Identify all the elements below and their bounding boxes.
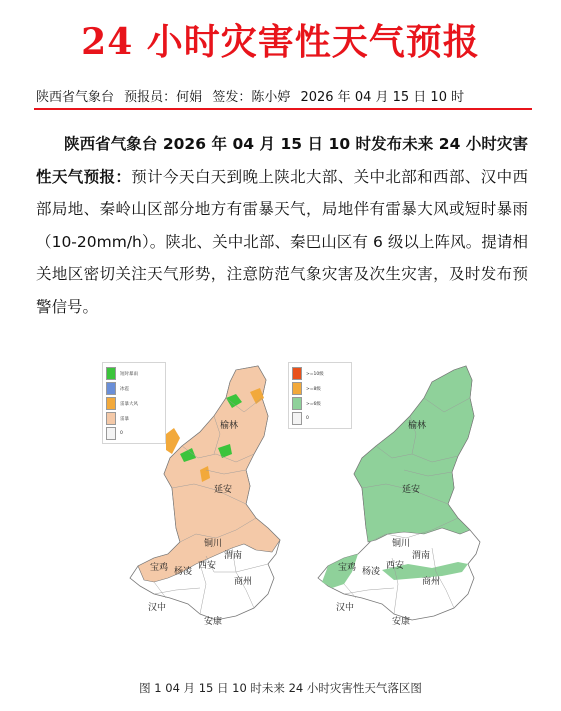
city-yangling: 杨凌 [174,567,193,577]
legend-swatch [292,382,302,395]
figure-caption: 图 1 04 月 15 日 10 时未来 24 小时灾害性天气落区图 [139,681,422,695]
legend-label: 0 [306,416,309,421]
city-tongchuan: 铜川 [392,539,411,549]
forecast-body: 预计今天白天到晚上陕北大部、关中北部和西部、汉中西部局地、秦岭山区部分地方有雷暴天气，局地伴有雷暴大风或短时暴雨（10-20mm/h）。陕北、关中北部、秦巴山区有 6 级以上阵风。提请相关地区密切关注天气形势，注意防范气象灾害及次生灾害，及时发布预警信号。 [36,167,528,316]
header-divider [34,108,532,110]
legend-label: >=8级 [306,386,321,392]
legend-label: 冰雹 [120,386,129,392]
issuer-name: 签发：陈小婷 [212,90,291,105]
legend-swatch [106,427,116,440]
agency-name: 陕西省气象台 [36,90,115,105]
city-yulin: 榆林 [220,421,239,431]
gust-map [282,358,500,628]
legend-item [106,366,162,381]
forecaster-name: 预报员：何娟 [124,90,203,105]
legend-swatch [292,367,302,380]
legend-label: 雷暴大风 [120,401,138,407]
document-title: 24 小时灾害性天气预报 [81,21,480,63]
thunderstorm-legend [102,362,166,444]
city-weinan: 渭南 [412,551,431,561]
legend-item [292,396,348,411]
city-yanan: 延安 [214,485,233,495]
legend-label: >=6级 [306,401,321,407]
legend-label: 0 [120,431,123,436]
city-yangling: 杨凌 [362,567,381,577]
legend-swatch [106,367,116,380]
legend-item [106,381,162,396]
city-tongchuan: 铜川 [204,539,223,549]
city-baoji: 宝鸡 [150,563,169,573]
city-shangzhou: 商州 [422,577,441,587]
city-xian: 西安 [386,561,405,571]
city-yulin: 榆林 [408,421,427,431]
legend-item [292,381,348,396]
issue-info [36,86,526,105]
legend-label: >=10级 [306,371,324,377]
legend-label: 雷暴 [120,416,129,422]
city-shangzhou: 商州 [234,577,253,587]
city-ankang: 安康 [392,617,411,627]
city-hanzhong: 汉中 [336,603,355,613]
legend-item [106,396,162,411]
legend-swatch [106,397,116,410]
legend-item [292,411,348,426]
gust-legend [288,362,352,429]
city-xian: 西安 [198,561,217,571]
forecast-lead: 陕西省气象台 2026 年 04 月 15 日 10 时发布未来 24 小时灾害性天气预报： [36,135,528,186]
legend-swatch [106,382,116,395]
city-hanzhong: 汉中 [148,603,167,613]
city-weinan: 渭南 [224,551,243,561]
city-yanan: 延安 [402,485,421,495]
city-baoji: 宝鸡 [338,563,357,573]
legend-item [106,411,162,426]
legend-swatch [106,412,116,425]
issue-time: 2026 年 04 月 15 日 10 时 [300,90,465,105]
legend-swatch [292,397,302,410]
gust-6-area [354,366,474,542]
legend-item [292,366,348,381]
thunderstorm-map [96,358,311,628]
legend-item [106,426,162,441]
city-ankang: 安康 [204,617,223,627]
legend-label: 短时暴雨 [120,371,138,377]
forecast-text [36,128,528,323]
legend-swatch [292,412,302,425]
